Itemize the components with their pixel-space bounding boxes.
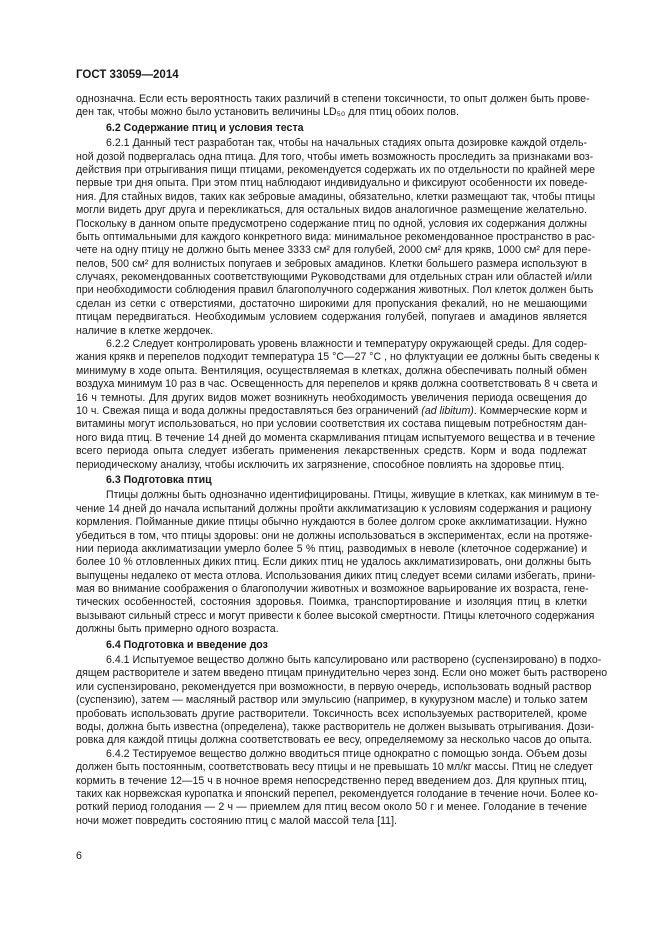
text-line: роткий период голодания — 2 ч — приемлем для птиц весом около 50 г и менее. Голодание в течение [76, 801, 587, 814]
text-line: могли видеть друг друга и перекликаться, для остальных видов аналогичное размещение желательно. [76, 204, 587, 217]
text-line: 6.2.2 Следует контролировать уровень влажности и температуру окружающей среды. Для содер- [106, 338, 588, 351]
text-line: птицам передвигаться. Необходимым условием содержания голубей, попугаев и амадинов является [76, 311, 587, 324]
text-line: пробовать использовать другие растворители. Токсичность всех используемых растворителей, кроме [76, 707, 587, 720]
text-line: таких как норвежская куропатка и японский перепел, рекомендуется голодание в течение ночи. Более ко- [76, 787, 599, 800]
text-line: воды, должна быть известна (определена), также растворитель не должен вызывать отрыгивания. Дози- [76, 720, 595, 733]
text-line: минимуму в ходе опыта. Вентиляция, осуществляемая в клетках, должна обеспечивать полный обмен [76, 364, 587, 377]
text-line [76, 405, 587, 418]
text-line: (суспензию), затем — масляный раствор или эмульсию (например, в кукурузном масле) и только затем [76, 694, 588, 707]
text-line: вызывают сильный стресс и могут привести к более высокой смертности. Птицы клеточного содержания [76, 609, 595, 622]
paragraph [76, 338, 600, 472]
text-line: Поскольку в данном опыте предусмотрено содержание птиц по одной, условия их содержания должны [76, 217, 587, 230]
text-line: действия при отрыгивания пищи птицами, рекомендуется содержать их по отдельности по крайней мере [76, 163, 595, 176]
text-line: однозначна. Если есть вероятность таких различий в степени токсичности, то опыт должен быть прове- [76, 93, 590, 105]
text-line: ния. Для стайных видов, таких как зебровые амадины, обязательно, клетки размещают так, чтобы птицы [76, 190, 596, 203]
paragraph [76, 93, 590, 120]
text-line: ден так, чтобы можно было установить величины LD₅₀ для птиц обоих полов. [76, 106, 459, 119]
text-line: более 10 % отловленных диких птиц. Если диких птиц не удалось акклиматизировать, они должны быть [76, 556, 592, 569]
document-header: ГОСТ 33059—2014 [76, 69, 179, 81]
text-line: выпущены недалеко от места отлова. Использования диких птиц следует всеми силами избегать, прини- [76, 569, 596, 582]
text-line: наличие в клетке жердочек. [76, 324, 214, 337]
text-line: случаях, рекомендованных соответствующими Руководствами для отдельных стран или областей и/или [76, 271, 593, 284]
section-heading: 6.4 Подготовка и введение доз [106, 638, 268, 651]
text-line: Птицы должны быть однозначно идентифицированы. Птицы, живущие в клетках, как минимум в те- [106, 489, 600, 502]
text-line: 6.2.1 Данный тест разработан так, чтобы на начальных стадиях опыта дозировке каждой отдель- [106, 137, 587, 150]
paragraph [76, 489, 600, 636]
section-heading: 6.3 Подготовка птиц [106, 473, 212, 486]
text-line: витамины могут использоваться, но при условии соответствия их состава пищевым потребностям дан- [76, 418, 587, 431]
text-line: 6.4.2 Тестируемое вещество должно вводиться птице однократно с помощью зонда. Объем дозы [106, 747, 587, 760]
text-line: должен быть постоянным, соответствовать весу птицы и не превышать 10 мл/кг массы. Птиц не следует [76, 761, 593, 774]
text-line: 16 ч темноты. Для других видов может возникнуть необходимость увеличения периода освещения до [76, 391, 587, 404]
text-line: нии периода акклиматизации умерло более 5 % птиц, разводимых в неволе (клеточное содержание) и [76, 542, 587, 555]
page-number: 6 [76, 850, 82, 862]
text-line: кормления. Пойманные дикие птицы обычно нуждаются в более долгом сроке акклиматизации. Нужно [76, 516, 587, 529]
text-line: убедиться в том, что птицы здоровы: они не должны использоваться в экспериментах, если на протяже- [76, 529, 593, 542]
document-body [76, 93, 608, 828]
text-line: тических особенностей, состояния здоровья. Поимка, транспортирование и изоляция птиц в клетки [76, 596, 587, 609]
paragraph [76, 137, 596, 338]
text-line: пелов, 500 см² для волнистых попугаев и зебровых амадинов. Клетки большего размера используют в [76, 257, 587, 270]
text-line: 6.4.1 Испытуемое вещество должно быть капсулировано или растворено (суспензировано) в подхо- [106, 654, 602, 667]
text-line: быть оптимальными для каждого конкретного вида: минимальное рекомендованное пространство в рас- [76, 230, 596, 243]
text-line: ной дозой подвергалась одна птица. Для того, чтобы иметь возможность проследить за признаками воз- [76, 150, 594, 163]
text-line: воздуха минимум 10 раз в час. Освещенность для перепелов и крякв должна соответствовать 8 ч света и [76, 378, 598, 391]
text-line: сделан из сетки с отверстиями, достаточно широкими для пропускания фекалий, но не мешающими [76, 297, 587, 310]
text-line: всего периода опыта следует избегать применения лекарственных средств. Корм и вода подлежат [76, 445, 587, 458]
text-line: должны быть примерно одного возраста. [76, 623, 279, 636]
text-line: периодическому анализу, чтобы исключить их загрязнение, способное повлиять на здоровье птиц. [76, 458, 565, 471]
text-line: ночи может повредить состоянию птиц с малой массой тела [11]. [76, 814, 397, 827]
text-line: дящем растворителе и затем введено птицам принудительно через зонд. Если оно может быть растворено [76, 667, 608, 680]
text-segment: 10 ч. Свежая пища и вода должны предоставляться без ограничений [76, 404, 422, 417]
paragraph [76, 747, 599, 828]
paragraph [76, 654, 608, 748]
text-line: ного вида птиц. В течение 14 дней до момента скармливания птицам испытуемого вещества и в течение [76, 431, 596, 444]
text-line: или суспензировано, рекомендуется при возможности, в первую очередь, использовать водный раствор [76, 680, 592, 693]
section-heading: 6.2 Содержание птиц и условия теста [106, 121, 304, 134]
text-line: чете на одну птицу не должно быть менее 3333 см² для голубей, 2000 см² для крякв, 1000 см² для пере- [76, 244, 591, 257]
text-line: жания крякв и перепелов подходит температура 15 °С—27 °С , но флуктуации ее должны быть сведены к [76, 351, 600, 364]
text-line: при необходимости соблюдения правил благополучного содержания животных. Пол клеток должен быть [76, 284, 594, 297]
text-line: кормить в течение 12—15 ч в ночное время непосредственно перед введением доз. Для крупных птиц, [76, 774, 587, 787]
text-line: мая во внимание соображения о благополучии животных и возможное варьирование их возраста, гене- [76, 583, 589, 596]
text-line: первые три дня опыта. При этом птиц наблюдают индивидуально и фиксируют особенности их поведе- [76, 177, 588, 190]
text-line: чение 14 дней до начала испытаний должны пройти акклиматизацию к условиям содержания и рациону [76, 502, 592, 515]
italic-term: (ad libitum) [421, 404, 474, 417]
text-segment: . Коммерческие корм и [473, 404, 587, 417]
text-line: ровка для каждой птицы должна соответствовать ее весу, определяемому за несколько часов до опыта. [76, 734, 593, 747]
